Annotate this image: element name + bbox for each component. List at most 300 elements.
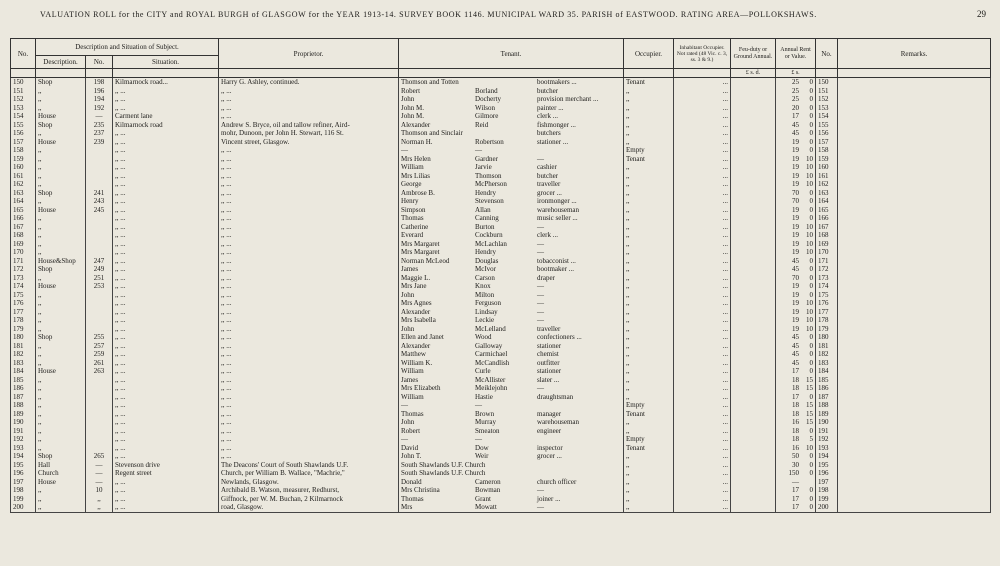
row-tenant	[399, 427, 624, 436]
tenant-occupation: bootmakers ...	[537, 78, 577, 86]
row-situation: ,, ...	[113, 486, 219, 495]
row-rent	[776, 299, 816, 308]
row-occupier: ,,	[624, 486, 674, 495]
tenant-first-name: Maggie L.	[401, 273, 431, 282]
row-situation: ,, ...	[113, 325, 219, 334]
rent-pounds: 19	[792, 146, 800, 154]
row-street-number	[86, 231, 113, 240]
row-feu	[731, 486, 776, 495]
row-occupier: ,,	[624, 495, 674, 504]
tenant-last-name: Carmichael	[475, 350, 508, 358]
row-feu	[731, 308, 776, 317]
tenant-occupation: traveller	[537, 180, 561, 188]
row-proprietor: ,, ...	[219, 299, 399, 308]
row-inhabitant: ...	[674, 172, 731, 181]
row-description: ,,	[36, 325, 86, 334]
table-row	[11, 444, 991, 453]
row-rent	[776, 401, 816, 410]
row-remarks	[838, 393, 991, 402]
row-description: Church	[36, 469, 86, 478]
row-description: ,,	[36, 223, 86, 232]
rent-shillings: 0	[809, 486, 814, 494]
rent-pounds: 25	[792, 95, 800, 103]
tenant-first-name: Mrs	[401, 503, 413, 511]
tenant-last-name: Hastie	[475, 392, 493, 401]
row-situation: Kilmarnock road...	[113, 78, 219, 87]
row-occupier: ,,	[624, 461, 674, 470]
table-row	[11, 223, 991, 232]
rent-pounds: 17	[792, 392, 800, 401]
row-situation: ,, ...	[113, 104, 219, 113]
row-inhabitant: ...	[674, 155, 731, 164]
row-description: ,,	[36, 95, 86, 104]
row-proprietor: ,, ...	[219, 189, 399, 198]
row-tenant	[399, 469, 624, 478]
table-row	[11, 469, 991, 478]
tenant-last-name	[475, 78, 535, 87]
row-rent	[776, 257, 816, 266]
row-rent	[776, 376, 816, 385]
tenant-first-name: Mrs Margaret	[401, 248, 440, 256]
table-row	[11, 325, 991, 334]
row-no: 169	[11, 240, 36, 249]
row-rent	[776, 367, 816, 376]
row-situation: ,, ...	[113, 452, 219, 461]
row-no-right: 182	[816, 350, 838, 359]
tenant-last-name: Burton	[475, 222, 495, 231]
row-no: 163	[11, 189, 36, 198]
row-rent	[776, 503, 816, 512]
row-proprietor: ,, ...	[219, 172, 399, 181]
tenant-occupation: ironmonger ...	[537, 197, 577, 205]
row-no-right: 165	[816, 206, 838, 215]
row-feu	[731, 325, 776, 334]
row-tenant	[399, 172, 624, 181]
tenant-first-name: Mrs Christina	[401, 486, 440, 494]
row-remarks	[838, 172, 991, 181]
row-rent	[776, 316, 816, 325]
row-street-number	[86, 223, 113, 232]
tenant-occupation: stationer	[537, 341, 562, 350]
row-remarks	[838, 316, 991, 325]
row-occupier: ,,	[624, 248, 674, 257]
row-no: 193	[11, 444, 36, 453]
row-tenant	[399, 223, 624, 232]
rent-pounds: 17	[792, 367, 800, 375]
row-inhabitant: ...	[674, 138, 731, 147]
row-occupier: ,,	[624, 206, 674, 215]
row-street-number: 261	[86, 359, 113, 368]
row-tenant	[399, 282, 624, 291]
row-no-right: 163	[816, 189, 838, 198]
row-tenant	[399, 495, 624, 504]
row-remarks	[838, 257, 991, 266]
tenant-first-name: Thomson and Totten	[401, 78, 459, 86]
tenant-occupation: —	[537, 290, 545, 299]
tenant-occupation: music seller ...	[537, 214, 578, 222]
row-inhabitant: ...	[674, 248, 731, 257]
row-rent	[776, 87, 816, 96]
row-inhabitant: ...	[674, 342, 731, 351]
tenant-occupation: clerk ...	[537, 112, 559, 120]
row-inhabitant: ...	[674, 503, 731, 512]
rent-shillings: 0	[809, 265, 814, 273]
row-description: ,,	[36, 384, 86, 393]
row-no-right: 171	[816, 257, 838, 266]
row-inhabitant: ...	[674, 87, 731, 96]
rent-shillings: 0	[809, 367, 814, 375]
row-situation: ,, ...	[113, 223, 219, 232]
row-no-right: 161	[816, 172, 838, 181]
row-remarks	[838, 78, 991, 87]
row-proprietor: Church, per William B. Wallace, "Machrie,"	[219, 469, 399, 478]
row-occupier: ,,	[624, 316, 674, 325]
row-description: Shop	[36, 189, 86, 198]
row-rent	[776, 112, 816, 121]
tenant-last-name: Cameron	[475, 477, 501, 486]
rent-shillings: 15	[806, 401, 814, 409]
col-remarks: Remarks.	[838, 39, 991, 69]
rent-shillings: 0	[809, 358, 814, 367]
rent-pounds: 18	[792, 375, 800, 384]
row-description: ,,	[36, 427, 86, 436]
row-no-right: 150	[816, 78, 838, 87]
row-remarks	[838, 452, 991, 461]
table-body	[11, 78, 991, 513]
row-description: ,,	[36, 87, 86, 96]
row-proprietor: ,, ...	[219, 282, 399, 291]
tenant-last-name: Cockburn	[475, 231, 503, 239]
row-no: 178	[11, 316, 36, 325]
row-situation: ,, ...	[113, 342, 219, 351]
row-rent	[776, 206, 816, 215]
table-row	[11, 265, 991, 274]
table-row	[11, 206, 991, 215]
row-remarks	[838, 367, 991, 376]
rent-shillings: 0	[809, 214, 814, 222]
row-description: ,,	[36, 240, 86, 249]
table-row	[11, 486, 991, 495]
rent-shillings: 10	[806, 324, 814, 333]
row-rent	[776, 461, 816, 470]
row-description: House	[36, 206, 86, 215]
row-inhabitant: ...	[674, 197, 731, 206]
rent-shillings: 0	[809, 426, 814, 435]
row-rent	[776, 308, 816, 317]
row-feu	[731, 87, 776, 96]
row-no: 177	[11, 308, 36, 317]
tenant-last-name: McLachlan	[475, 239, 507, 248]
row-inhabitant: ...	[674, 291, 731, 300]
tenant-first-name: —	[401, 435, 409, 443]
row-occupier: ,,	[624, 469, 674, 478]
rent-shillings: 15	[806, 384, 814, 392]
row-tenant	[399, 163, 624, 172]
row-feu	[731, 231, 776, 240]
row-proprietor: road, Glasgow.	[219, 503, 399, 512]
row-remarks	[838, 359, 991, 368]
table-row	[11, 452, 991, 461]
rent-shillings: 0	[809, 188, 814, 197]
row-occupier: ,,	[624, 223, 674, 232]
row-feu	[731, 155, 776, 164]
row-no: 181	[11, 342, 36, 351]
row-no: 191	[11, 427, 36, 436]
row-no: 162	[11, 180, 36, 189]
row-inhabitant: ...	[674, 129, 731, 138]
tenant-last-name: Mowatt	[475, 503, 497, 511]
row-description: ,,	[36, 104, 86, 113]
row-situation: Stevenson drive	[113, 461, 219, 470]
tenant-first-name: Thomson and Sinclair	[401, 129, 463, 137]
row-rent	[776, 121, 816, 130]
tenant-occupation: fishmonger ...	[537, 120, 576, 129]
row-feu	[731, 163, 776, 172]
rent-shillings: 0	[809, 460, 814, 469]
row-rent	[776, 214, 816, 223]
row-situation: ,, ...	[113, 274, 219, 283]
row-rent	[776, 197, 816, 206]
row-proprietor: ,, ...	[219, 214, 399, 223]
row-situation: ,, ...	[113, 478, 219, 487]
row-proprietor: ,, ...	[219, 359, 399, 368]
row-feu	[731, 274, 776, 283]
table-row	[11, 291, 991, 300]
table-row	[11, 274, 991, 283]
row-feu	[731, 282, 776, 291]
feu-units: £ s. d.	[731, 69, 776, 78]
row-tenant	[399, 248, 624, 257]
tenant-first-name: Catherine	[401, 222, 429, 231]
row-occupier: ,,	[624, 282, 674, 291]
rent-shillings: 0	[809, 129, 814, 137]
row-situation: ,, ...	[113, 316, 219, 325]
row-street-number	[86, 316, 113, 325]
table-row	[11, 350, 991, 359]
row-street-number	[86, 325, 113, 334]
rent-shillings: 10	[806, 231, 814, 239]
row-street-number: —	[86, 469, 113, 478]
row-situation: ,, ...	[113, 172, 219, 181]
row-feu	[731, 104, 776, 113]
row-rent	[776, 146, 816, 155]
row-proprietor: ,, ...	[219, 231, 399, 240]
row-remarks	[838, 418, 991, 427]
row-rent	[776, 325, 816, 334]
row-rent	[776, 495, 816, 504]
tenant-first-name: Mrs Helen	[401, 154, 431, 163]
row-remarks	[838, 206, 991, 215]
tenant-last-name: Bowman	[475, 486, 501, 494]
tenant-first-name: William K.	[401, 358, 433, 367]
row-inhabitant: ...	[674, 104, 731, 113]
row-description: House	[36, 367, 86, 376]
row-no-right: 197	[816, 478, 838, 487]
rent-pounds: 18	[792, 435, 800, 443]
row-no: 152	[11, 95, 36, 104]
row-remarks	[838, 401, 991, 410]
row-no-right: 164	[816, 197, 838, 206]
row-no-right: 170	[816, 248, 838, 257]
row-no: 187	[11, 393, 36, 402]
row-rent	[776, 410, 816, 419]
tenant-first-name: Thomas	[401, 409, 424, 418]
row-remarks	[838, 495, 991, 504]
tenant-last-name: Allan	[475, 205, 491, 214]
row-situation: ,, ...	[113, 206, 219, 215]
tenant-first-name: William	[401, 392, 424, 401]
rent-pounds: 18	[792, 401, 800, 409]
row-inhabitant: ...	[674, 231, 731, 240]
row-no: 192	[11, 435, 36, 444]
table-row	[11, 410, 991, 419]
row-tenant	[399, 214, 624, 223]
row-description: ,,	[36, 495, 86, 504]
row-no-right: 191	[816, 427, 838, 436]
table-row	[11, 478, 991, 487]
tenant-occupation: clerk ...	[537, 231, 559, 239]
row-feu	[731, 444, 776, 453]
row-description: ,,	[36, 393, 86, 402]
rent-shillings: 0	[809, 469, 814, 477]
row-street-number: 265	[86, 452, 113, 461]
row-feu	[731, 316, 776, 325]
row-proprietor: ,, ...	[219, 427, 399, 436]
rent-pounds: 25	[792, 78, 800, 86]
row-situation: ,, ...	[113, 308, 219, 317]
tenant-first-name: Alexander	[401, 120, 431, 129]
row-rent	[776, 486, 816, 495]
row-no-right: 189	[816, 410, 838, 419]
tenant-occupation: —	[537, 486, 545, 494]
row-proprietor: ,, ...	[219, 155, 399, 164]
tenant-last-name: Stevenson	[475, 197, 504, 205]
row-situation: ,, ...	[113, 350, 219, 359]
rent-shillings: 0	[809, 333, 814, 341]
row-situation: ,, ...	[113, 503, 219, 512]
col-situation: Situation.	[113, 56, 219, 69]
row-rent	[776, 78, 816, 87]
rent-shillings: 0	[809, 120, 814, 129]
row-rent	[776, 231, 816, 240]
tenant-last-name: Douglas	[475, 256, 499, 265]
row-no-right: 184	[816, 367, 838, 376]
row-street-number: 237	[86, 129, 113, 138]
row-tenant	[399, 478, 624, 487]
row-no-right: 175	[816, 291, 838, 300]
row-no-right: 156	[816, 129, 838, 138]
row-occupier: Empty	[624, 435, 674, 444]
row-situation: ,, ...	[113, 444, 219, 453]
table-row	[11, 95, 991, 104]
row-remarks	[838, 282, 991, 291]
rent-pounds: 16	[792, 443, 800, 452]
row-rent	[776, 223, 816, 232]
rent-pounds: 19	[792, 180, 800, 188]
rent-shillings: 15	[806, 375, 814, 384]
row-inhabitant: ...	[674, 478, 731, 487]
table-row	[11, 461, 991, 470]
row-street-number	[86, 418, 113, 427]
row-feu	[731, 223, 776, 232]
tenant-occupation: traveller	[537, 324, 561, 333]
tenant-last-name: McPherson	[475, 180, 507, 188]
row-remarks	[838, 189, 991, 198]
row-feu	[731, 401, 776, 410]
row-rent	[776, 189, 816, 198]
row-situation: ,, ...	[113, 138, 219, 147]
row-proprietor: ,, ...	[219, 104, 399, 113]
tenant-occupation: stationer	[537, 367, 562, 375]
tenant-first-name: Robert	[401, 426, 421, 435]
row-rent	[776, 393, 816, 402]
row-no: 188	[11, 401, 36, 410]
tenant-last-name: —	[475, 146, 483, 154]
row-rent	[776, 359, 816, 368]
tenant-occupation: painter ...	[537, 103, 564, 112]
row-occupier: ,,	[624, 291, 674, 300]
tenant-first-name: John M.	[401, 103, 424, 112]
row-no: 168	[11, 231, 36, 240]
row-no-right: 200	[816, 503, 838, 512]
row-feu	[731, 299, 776, 308]
table-row	[11, 384, 991, 393]
row-street-number: 251	[86, 274, 113, 283]
tenant-first-name: Mrs Elizabeth	[401, 384, 441, 392]
row-description: ,,	[36, 350, 86, 359]
row-inhabitant: ...	[674, 376, 731, 385]
rent-pounds: 70	[792, 273, 800, 282]
row-feu	[731, 197, 776, 206]
row-feu	[731, 206, 776, 215]
row-tenant	[399, 104, 624, 113]
row-no: 179	[11, 325, 36, 334]
table-row	[11, 146, 991, 155]
row-no-right: 181	[816, 342, 838, 351]
tenant-last-name: Dow	[475, 443, 489, 452]
row-rent	[776, 342, 816, 351]
row-description: Shop	[36, 121, 86, 130]
table-row	[11, 359, 991, 368]
row-remarks	[838, 427, 991, 436]
row-tenant	[399, 333, 624, 342]
row-feu	[731, 376, 776, 385]
row-occupier: ,,	[624, 376, 674, 385]
row-proprietor: ,, ...	[219, 350, 399, 359]
rent-pounds: 70	[792, 188, 800, 197]
row-occupier: Empty	[624, 146, 674, 155]
row-occupier: ,,	[624, 163, 674, 172]
row-street-number: 263	[86, 367, 113, 376]
row-no-right: 155	[816, 121, 838, 130]
row-remarks	[838, 138, 991, 147]
tenant-first-name: Matthew	[401, 350, 426, 358]
row-proprietor: ,, ...	[219, 333, 399, 342]
table-row	[11, 427, 991, 436]
row-occupier: ,,	[624, 418, 674, 427]
row-proprietor: ,, ...	[219, 325, 399, 334]
row-feu	[731, 189, 776, 198]
row-street-number: 245	[86, 206, 113, 215]
rent-shillings: 10	[806, 316, 814, 324]
row-occupier: Tenant	[624, 78, 674, 87]
row-tenant	[399, 452, 624, 461]
row-tenant	[399, 503, 624, 512]
rent-pounds: 19	[792, 290, 800, 299]
row-inhabitant: ...	[674, 112, 731, 121]
row-description: Hall	[36, 461, 86, 470]
row-description: ,,	[36, 410, 86, 419]
